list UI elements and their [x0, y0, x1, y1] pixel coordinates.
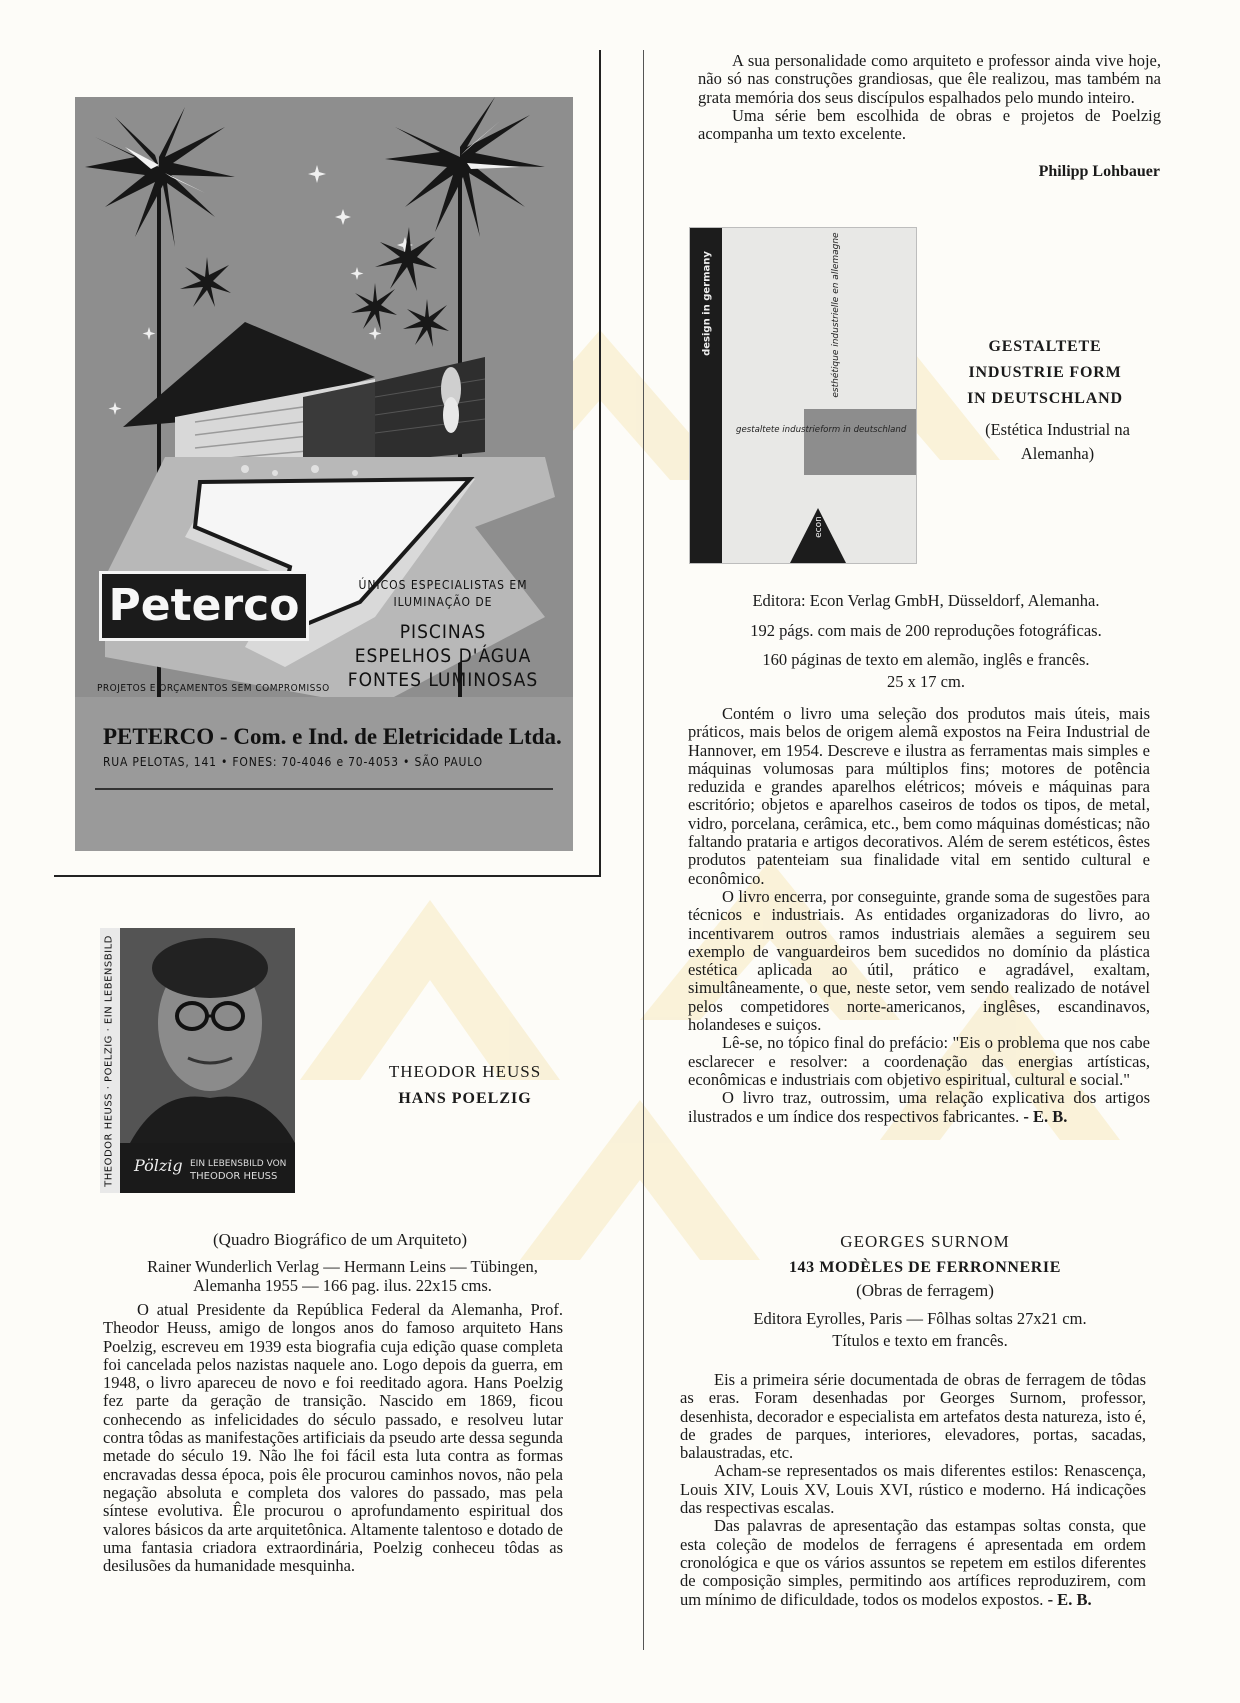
gestaltete-last-paragraph-text: O livro traz, outrossim, uma relação explicativa dos artigos ilustrados e um índice dos respectivos fabricantes.: [688, 1088, 1150, 1126]
ad-specialists: ÚNICOS ESPECIALISTAS EM ILUMINAÇÃO DE: [358, 578, 528, 609]
gestaltete-book-cover: [689, 227, 917, 564]
cover-horizontal-title: gestaltete industrieform in deutschland: [736, 425, 907, 435]
gestaltete-title-line: INDUSTRIE FORM: [968, 364, 1122, 381]
gestaltete-signature: - E. B.: [1023, 1106, 1068, 1126]
gestaltete-title: [940, 334, 1150, 412]
ad-frame-right-rule: [599, 50, 601, 876]
gestaltete-paragraph: Contém o livro uma seleção dos produtos mais úteis, mais práticos, mais belos de origem alemã expostos na Feira Industrial de Hannover, em 1954. Descreve e ilustra as ferramentas mais simples e máquinas volumosas para múltiplos fins; motores de potência reduzida e grandes aparelhos elétricos; móveis e máquinas para escritório; objetos e aparelhos caseiros de todos os tipos, de metal, vidro, porcelana, cerâmica, etc., bem como máquinas domésticas; não faltando prataria e artigos decorativos. Além de serem estéticos, êstes produtos patenteiam sua finalidade vital em sentido cultural e econômico.: [688, 704, 1150, 888]
poelzig-review-body: [103, 1301, 563, 1575]
poelzig-continuation: [698, 52, 1161, 143]
ad-projects-note: PROJETOS E ORÇAMENTOS SEM COMPROMISSO: [97, 683, 330, 694]
surnom-review-body: [680, 1371, 1146, 1609]
gestaltete-details: [688, 586, 1164, 690]
ad-product-pools: PISCINAS: [399, 621, 487, 643]
gestaltete-subtitle: (Estética Industrial na Alemanha): [985, 420, 1130, 463]
ad-product-fountains: FONTES LUMINOSAS: [347, 669, 539, 691]
gestaltete-paragraph: O livro encerra, por conseguinte, grande soma de sugestões para técnicos e industriais. As entidades organizadoras do livro, ao incentivarem outros ramos industriais alemães a seguirem seu exemplo de vanguardeiros bem sucedidos no domínio da plástica estética aplicada ao útil, prático e agradável, exaltam, simultâneamente, o que, neste setor, vem sendo realizado de notável pelos competidores norte-americanos, inglêses, escandinavos, holandeses e suiços.: [688, 886, 1150, 1035]
surnom-detail-line: Títulos e texto em francês.: [832, 1331, 1008, 1350]
gestaltete-detail-line: 192 págs. com mais de 200 reproduções fotográficas.: [750, 621, 1102, 640]
poelzig-paragraph: O atual Presidente da República Federal da Alemanha, Prof. Theodor Heuss, amigo de longos anos do famoso arquiteto Hans Poelzig, escreveu em 1939 esta biografia cuja edição quase completa foi cancelada pelos nazistas naquele ano. Logo depois da guerra, em 1948, o livro apareceu de novo e foi reeditado agora. Hans Poelzig fez parte da geração de transição. Nascido em 1869, ficou conhecendo as infelicidades do século passado, e resolveu lutar contra tôdas as manifestações artificiais da pseudo arte dessa segunda metade do século 19. Não lhe foi fácil esta luta contra as formas encravadas dessa época, pois êle procurou caminhos novos, não pela negação absoluta e completa dos valores do passado, mas pela síntese evolutiva. Êle procurou o aprofundamento espiritual dos valores básicos da arte arquitetônica. Altamente talentoso e dotado de uma fantasia criadora extraordinária, Poelzig conheceu tôdas as desilusões da humanidade mesquinha.: [103, 1300, 563, 1576]
surnom-detail-line: Editora Eyrolles, Paris — Fôlhas soltas 27x21 cm.: [753, 1309, 1087, 1328]
poelzig-subtitle: (Quadro Biográfico de um Arquiteto): [213, 1230, 467, 1249]
cover-portrait-photo: [100, 928, 295, 1193]
surnom-paragraph: [680, 1517, 1146, 1608]
poelzig-reviewer: Philipp Lohbauer: [1038, 163, 1160, 180]
surnom-details: [680, 1308, 1160, 1352]
gestaltete-paragraph: [688, 1089, 1150, 1126]
ad-product-mirrors: ESPELHOS D'ÁGUA: [354, 645, 532, 667]
cover-spine-text: THEODOR HEUSS · POELZIG · EIN LEBENSBILD: [103, 935, 115, 1187]
cover-econ-mark: econ: [814, 516, 824, 538]
gestaltete-detail-line: Editora: Econ Verlag GmbH, Düsseldorf, Alemanha.: [752, 591, 1100, 610]
gestaltete-detail-line: 25 x 17 cm.: [887, 672, 965, 691]
surnom-title: 143 MODÈLES DE FERRONNERIE: [788, 1259, 1062, 1276]
surnom-paragraph: Eis a primeira série documentada de obras de ferragem de tôdas as eras. Foram desenhadas por Georges Surnom, professor, desenhista, decorador e especialista em artefatos desta natureza, isto é, de grades de parques, interiores, elevadores, portas, sacadas, balaustradas, etc.: [680, 1370, 1146, 1463]
surnom-paragraph: Acham-se representados os mais diferentes estilos: Renascença, Louis XIV, Louis XV, Louis XVI, rústico e moderno. Há indicações das respectivas escalas.: [680, 1461, 1146, 1518]
column-divider: [643, 50, 644, 1650]
cover-subtitle-line2: THEODOR HEUSS: [190, 1171, 278, 1182]
peterco-advertisement: [75, 97, 573, 851]
gestaltete-title-line: IN DEUTSCHLAND: [967, 390, 1123, 407]
surnom-subtitle: (Obras de ferragem): [856, 1281, 994, 1300]
cover-signature: Pölzig: [134, 1156, 183, 1175]
gestaltete-paragraph: Lê-se, no tópico final do prefácio: "Eis o problema que nos cabe esclarecer e resolver: a coordenação das energias artísticas, econômicas e industriais com objetivo espiritual, cultural e social.": [688, 1033, 1150, 1089]
poelzig-publisher: Rainer Wunderlich Verlag — Hermann Leins — Tübingen, Alemanha 1955 — 166 pag. ilus. 22x15 cms.: [147, 1257, 538, 1295]
surnom-signature: - E. B.: [1047, 1589, 1092, 1609]
gestaltete-detail-line: 160 páginas de texto em alemão, inglês e francês.: [762, 650, 1090, 669]
surnom-last-paragraph-text: Das palavras de apresentação das estampas soltas consta, que esta coleção de modelos de ferragens é apresentada em ordem cronológica e que os vários assuntos se repetem em estilos diferentes de composição simples, permitindo aos artífices reproduzirem, com um mínimo de dificuldade, todos os modelos expostos.: [680, 1516, 1146, 1609]
poelzig-author: THEODOR HEUSS: [388, 1062, 542, 1081]
ad-address: RUA PELOTAS, 141 • FONES: 70-4046 e 70-4053 • SÃO PAULO: [103, 755, 483, 769]
cover-vertical-esthetique: esthétique industrielle en allemagne: [831, 232, 841, 398]
ad-company-name: PETERCO - Com. e Ind. de Eletricidade Ltda.: [103, 724, 562, 749]
cover-vertical-design-in-germany: design in germany: [701, 251, 713, 356]
hans-poelzig-book-cover: [100, 928, 295, 1193]
cover-subtitle-line1: EIN LEBENSBILD VON: [190, 1159, 287, 1169]
peterco-logo: Peterco: [99, 571, 309, 641]
cover-grey-block: [804, 409, 916, 475]
gestaltete-review-body: [688, 705, 1150, 1126]
ad-frame-bottom-rule: [54, 875, 601, 877]
surnom-author: GEORGES SURNOM: [840, 1232, 1010, 1251]
poelzig-continuation-paragraph: A sua personalidade como arquiteto e professor ainda vive hoje, não só nas construções grandiosas, que êle realizou, mas também na grata memória dos seus discípulos espalhados pelo mundo inteiro.: [698, 51, 1161, 107]
gestaltete-title-line: GESTALTETE: [988, 338, 1102, 355]
poelzig-continuation-paragraph: Uma série bem escolhida de obras e projetos de Poelzig acompanha um texto excelente.: [698, 105, 1161, 144]
poelzig-title: HANS POELZIG: [398, 1090, 532, 1107]
